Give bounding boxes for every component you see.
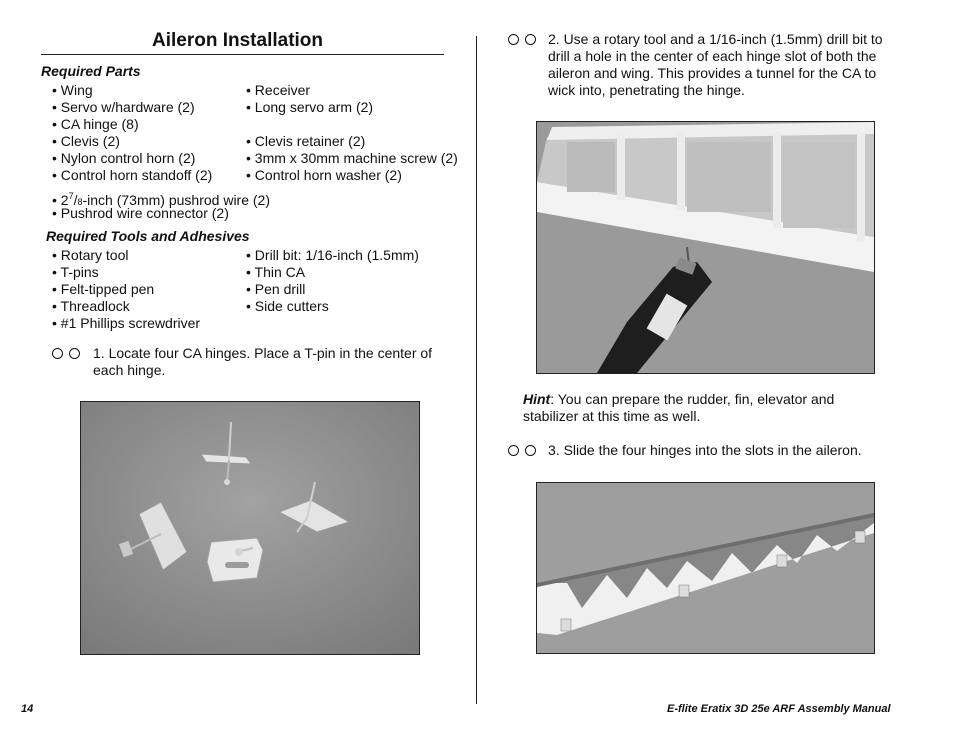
list-item: • Servo w/hardware (2)	[52, 99, 195, 115]
list-item: • Receiver	[246, 82, 311, 98]
required-tools-left-list	[52, 247, 200, 332]
list-item: • Clevis (2)	[52, 133, 120, 149]
list-item: • Control horn standoff (2)	[52, 167, 213, 183]
photo-rotary-tool-drilling	[536, 121, 875, 374]
required-parts-heading: Required Parts	[41, 63, 141, 79]
aileron-illustration	[537, 483, 874, 653]
drilling-illustration	[537, 122, 874, 373]
list-item: • T-pins	[52, 264, 99, 280]
hint-label: Hint	[523, 391, 551, 407]
list-item: • Wing	[52, 82, 93, 98]
required-tools-heading: Required Tools and Adhesives	[46, 228, 250, 244]
list-item: • Thin CA	[246, 264, 306, 280]
required-parts-left-list	[52, 82, 212, 184]
checkbox-circle[interactable]	[508, 445, 519, 456]
required-parts-right-list	[246, 82, 458, 184]
list-item: • Threadlock	[52, 298, 130, 314]
pushrod-suffix: -inch (73mm) pushrod wire (2)	[82, 192, 270, 208]
list-item: • Pen drill	[246, 281, 306, 297]
required-tools-right-list	[246, 247, 419, 315]
hint-paragraph	[523, 391, 863, 425]
list-item: • Side cutters	[246, 298, 329, 314]
list-item: • Rotary tool	[52, 247, 129, 263]
step3-text: 3. Slide the four hinges into the slots in the aileron.	[548, 442, 862, 458]
list-item: • Control horn washer (2)	[246, 167, 402, 183]
checkbox-circle[interactable]	[508, 34, 519, 45]
page-title: Aileron Installation	[152, 30, 324, 51]
checkbox-circle[interactable]	[52, 348, 63, 359]
photo-aileron-with-hinges	[536, 482, 875, 654]
step2-checkboxes	[508, 31, 542, 49]
list-item: • Pushrod wire connector (2)	[52, 205, 229, 221]
fraction-denominator: 8	[77, 197, 83, 207]
pushrod-wire-item: • $2^7/8$-inch (73mm) pushrod wire (2)	[52, 191, 270, 208]
photo-hinges-with-tpins	[80, 401, 420, 655]
checkbox-circle[interactable]	[69, 348, 80, 359]
hint-text: : You can prepare the rudder, fin, elevator and stabilizer at this time as well.	[523, 391, 835, 424]
list-item: • Long servo arm (2)	[246, 99, 374, 115]
list-item: • 3mm x 30mm machine screw (2)	[246, 150, 458, 166]
list-item: • Felt-tipped pen	[52, 281, 155, 297]
list-item: • #1 Phillips screwdriver	[52, 315, 201, 331]
column-divider	[476, 36, 477, 704]
title-divider	[41, 54, 444, 55]
page-number: 14	[21, 703, 34, 715]
step1-checkboxes	[52, 345, 86, 363]
checkbox-circle[interactable]	[525, 34, 536, 45]
list-item	[246, 116, 458, 133]
list-item: • CA hinge (8)	[52, 116, 139, 132]
list-item: • Drill bit: 1/16-inch (1.5mm)	[246, 247, 419, 263]
hinges-illustration	[81, 402, 419, 654]
manual-title: E-flite Eratix 3D 25e ARF Assembly Manual	[667, 703, 891, 715]
step2-text: 2. Use a rotary tool and a 1/16-inch (1.5mm) drill bit to drill a hole in the center of each hinge slot of both the aileron and wing. This provides a tunnel for the CA to wick into, penetrating the hinge.	[548, 31, 883, 98]
list-item: • Clevis retainer (2)	[246, 133, 366, 149]
step3-checkboxes	[508, 442, 542, 460]
fraction-numerator: 7	[68, 191, 74, 201]
list-item: • Nylon control horn (2)	[52, 150, 196, 166]
pushrod-whole: • 2	[52, 192, 69, 208]
step1-text: 1. Locate four CA hinges. Place a T-pin in the center of each hinge.	[93, 345, 433, 378]
checkbox-circle[interactable]	[525, 445, 536, 456]
